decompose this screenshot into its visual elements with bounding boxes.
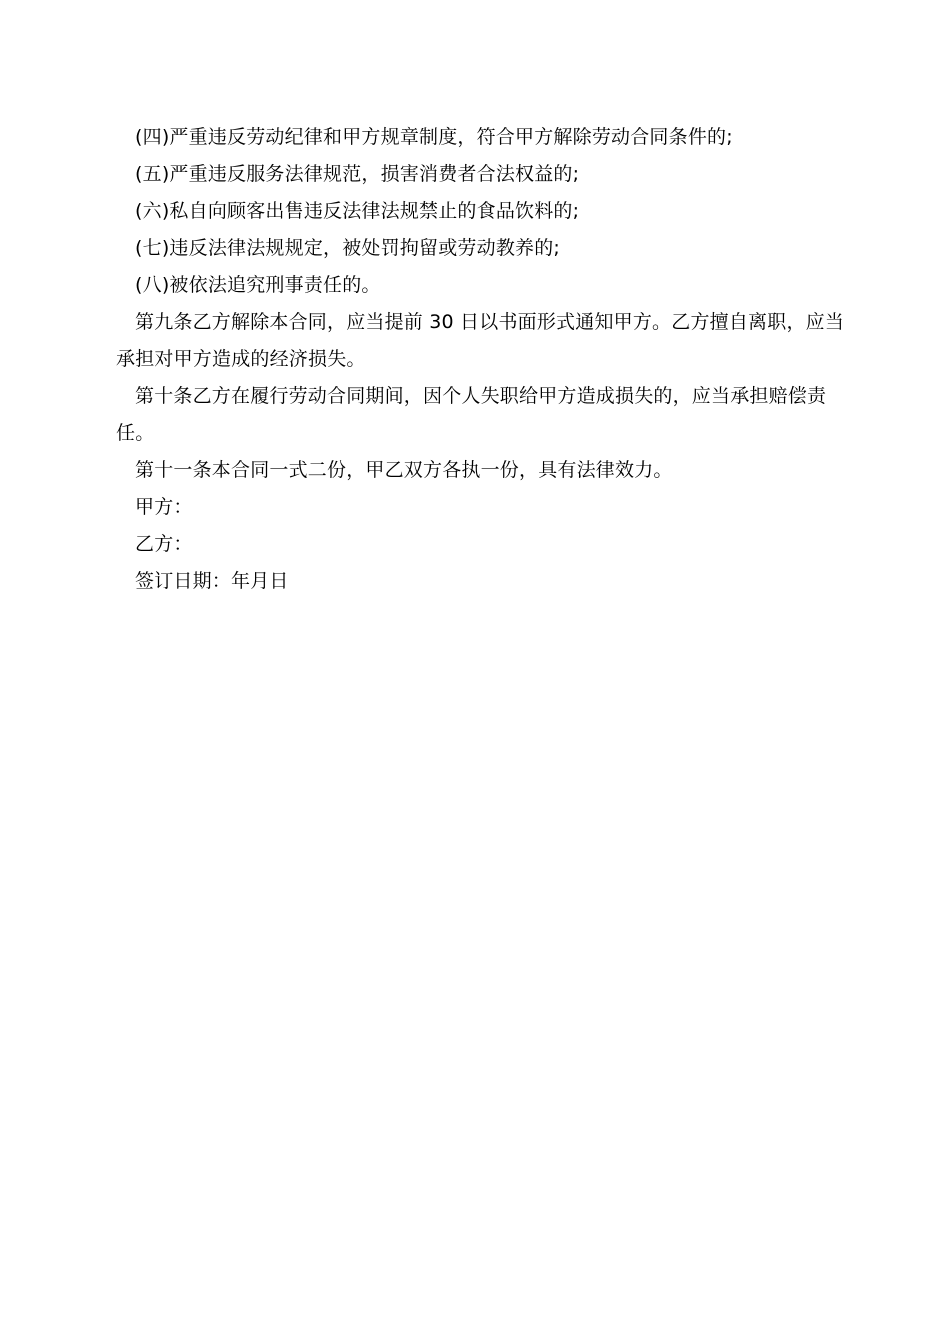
article-10 xyxy=(116,378,840,452)
clause-item-8: (八)被依法追究刑事责任的。 xyxy=(135,274,381,296)
clause-item-7: (七)违反法律法规规定，被处罚拘留或劳动教养的; xyxy=(135,237,561,259)
article-9-line-1: 第九条乙方解除本合同，应当提前 30 日以书面形式通知甲方。乙方擅自离职，应当 xyxy=(135,311,845,333)
article-9-line-2: 承担对甲方造成的经济损失。 xyxy=(116,348,366,370)
sign-date-label: 签订日期：年月日 xyxy=(135,570,289,592)
clause-item-5: (五)严重违反服务法律规范，损害消费者合法权益的; xyxy=(135,163,580,185)
document-body xyxy=(116,119,845,600)
party-a-label: 甲方： xyxy=(135,496,193,518)
clause-item-4: (四)严重违反劳动纪律和甲方规章制度，符合甲方解除劳动合同条件的; xyxy=(135,126,733,148)
article-10-line-2: 任。 xyxy=(116,422,155,444)
party-b-label: 乙方： xyxy=(135,533,193,555)
article-10-line-1: 第十条乙方在履行劳动合同期间，因个人失职给甲方造成损失的，应当承担赔偿责 xyxy=(135,385,827,407)
article-11: 第十一条本合同一式二份，甲乙双方各执一份，具有法律效力。 xyxy=(135,459,673,481)
clause-item-6: (六)私自向顾客出售违反法律法规禁止的食品饮料的; xyxy=(135,200,580,222)
article-9 xyxy=(116,304,845,378)
